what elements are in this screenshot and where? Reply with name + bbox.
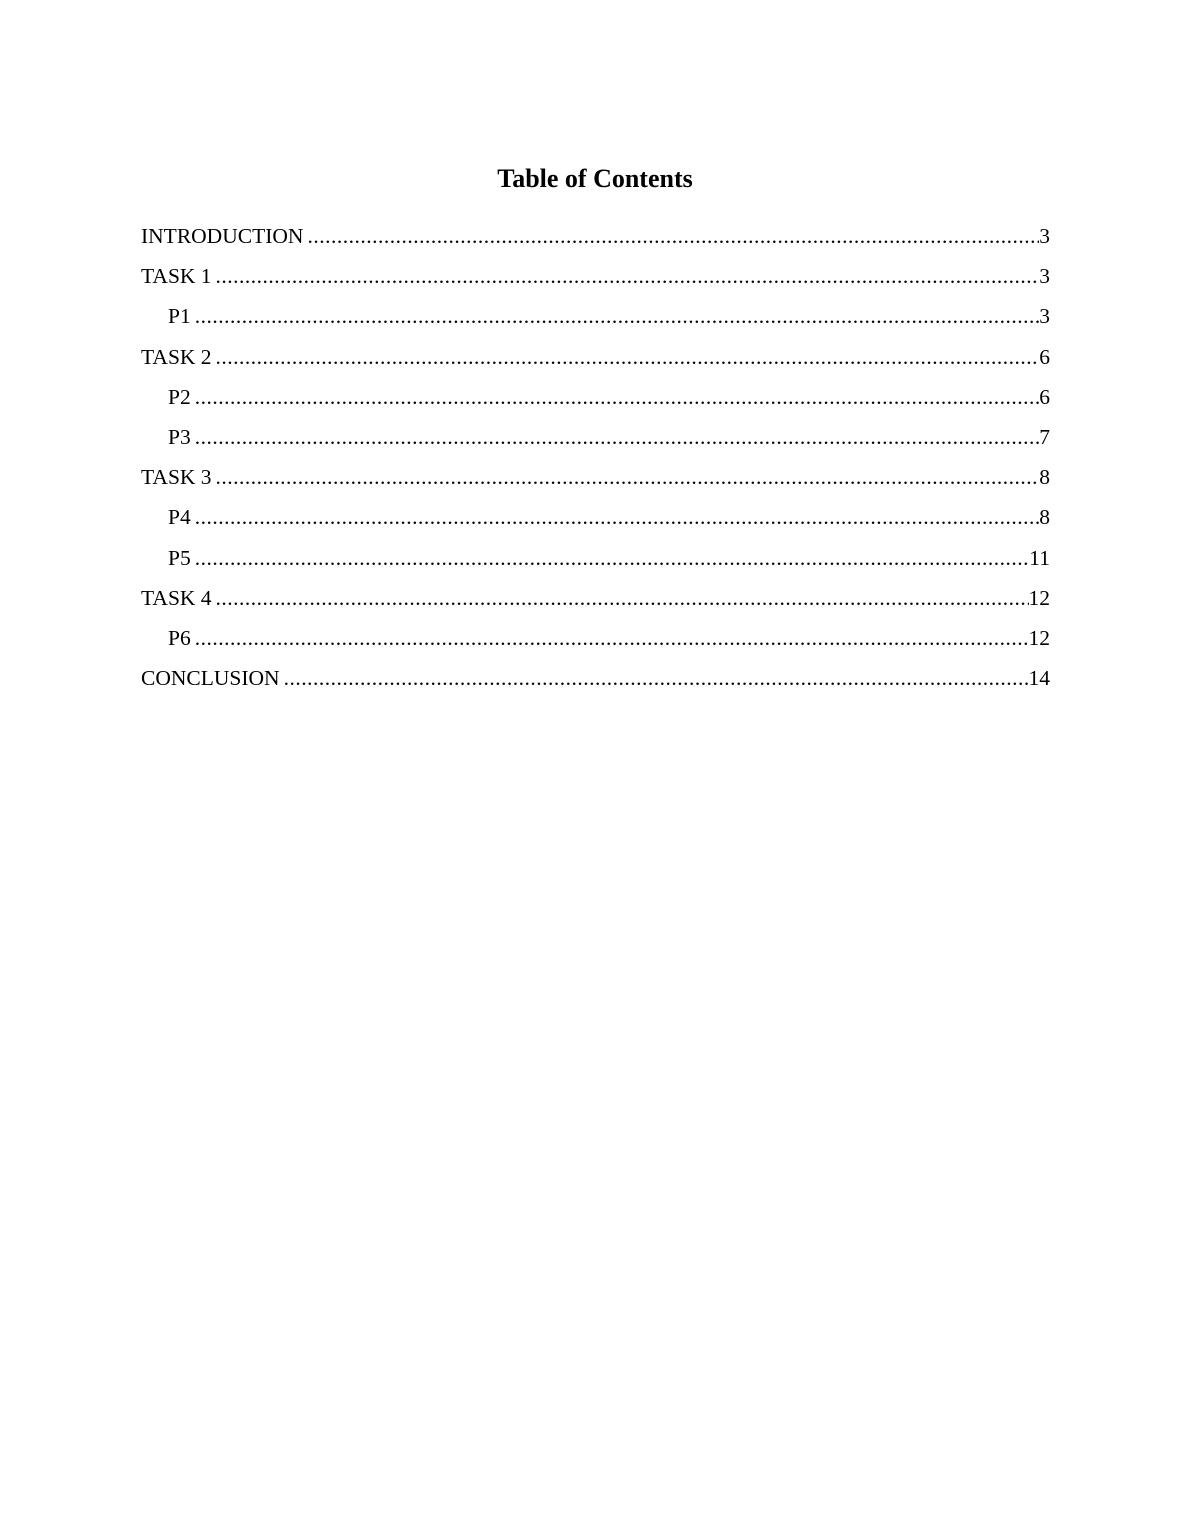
toc-entry-label: P5 — [168, 545, 191, 570]
toc-entry-page-number: 8 — [1039, 465, 1050, 490]
toc-entry-label: P3 — [168, 424, 191, 449]
toc-entry-page-number: 6 — [1039, 384, 1050, 409]
toc-entry-p3[interactable] — [141, 419, 1050, 459]
dot-leader — [195, 298, 1040, 334]
dot-leader — [216, 580, 1029, 616]
toc-entry-p5[interactable] — [141, 540, 1050, 580]
toc-entry-page-number: 12 — [1028, 625, 1050, 650]
toc-entry-page-number: 3 — [1039, 224, 1050, 248]
toc-entry-label: CONCLUSION — [141, 666, 280, 691]
dot-leader — [284, 660, 1029, 696]
toc-entry-page-number: 3 — [1039, 304, 1050, 329]
toc-entry-label: INTRODUCTION — [141, 224, 304, 248]
toc-entry-p1[interactable] — [141, 298, 1050, 338]
toc-entry-p2[interactable] — [141, 379, 1050, 419]
toc-entry-conclusion[interactable] — [141, 660, 1050, 700]
toc-entry-introduction[interactable] — [141, 218, 1050, 258]
toc-entry-page-number: 12 — [1028, 585, 1050, 610]
toc-entry-page-number: 8 — [1039, 505, 1050, 530]
toc-entry-label: P2 — [168, 384, 191, 409]
dot-leader — [216, 258, 1040, 294]
toc-entry-p6[interactable] — [141, 620, 1050, 660]
toc-entry-label: TASK 2 — [141, 344, 212, 369]
toc-entry-page-number: 6 — [1039, 344, 1050, 369]
toc-entry-label: TASK 3 — [141, 465, 212, 490]
dot-leader — [195, 379, 1040, 415]
toc-entry-label: P6 — [168, 625, 191, 650]
toc-entry-task-1[interactable] — [141, 258, 1050, 298]
toc-entry-task-3[interactable] — [141, 459, 1050, 499]
toc-entry-page-number: 7 — [1039, 424, 1050, 449]
toc-entry-page-number: 3 — [1039, 264, 1050, 289]
dot-leader — [195, 540, 1030, 576]
toc-entry-p4[interactable] — [141, 499, 1050, 539]
dot-leader — [195, 620, 1029, 656]
dot-leader — [195, 419, 1040, 455]
toc-title: Table of Contents — [497, 164, 693, 193]
toc-entry-task-4[interactable] — [141, 580, 1050, 620]
toc-list — [141, 218, 1050, 700]
toc-entry-page-number: 11 — [1029, 545, 1050, 570]
toc-entry-label: P1 — [168, 304, 191, 329]
dot-leader — [195, 499, 1040, 535]
toc-entry-label: TASK 1 — [141, 264, 212, 289]
toc-entry-label: P4 — [168, 505, 191, 530]
toc-entry-label: TASK 4 — [141, 585, 212, 610]
dot-leader — [216, 339, 1040, 375]
dot-leader — [307, 218, 1039, 254]
toc-entry-task-2[interactable] — [141, 339, 1050, 379]
dot-leader — [216, 459, 1040, 495]
toc-entry-page-number: 14 — [1028, 666, 1050, 691]
